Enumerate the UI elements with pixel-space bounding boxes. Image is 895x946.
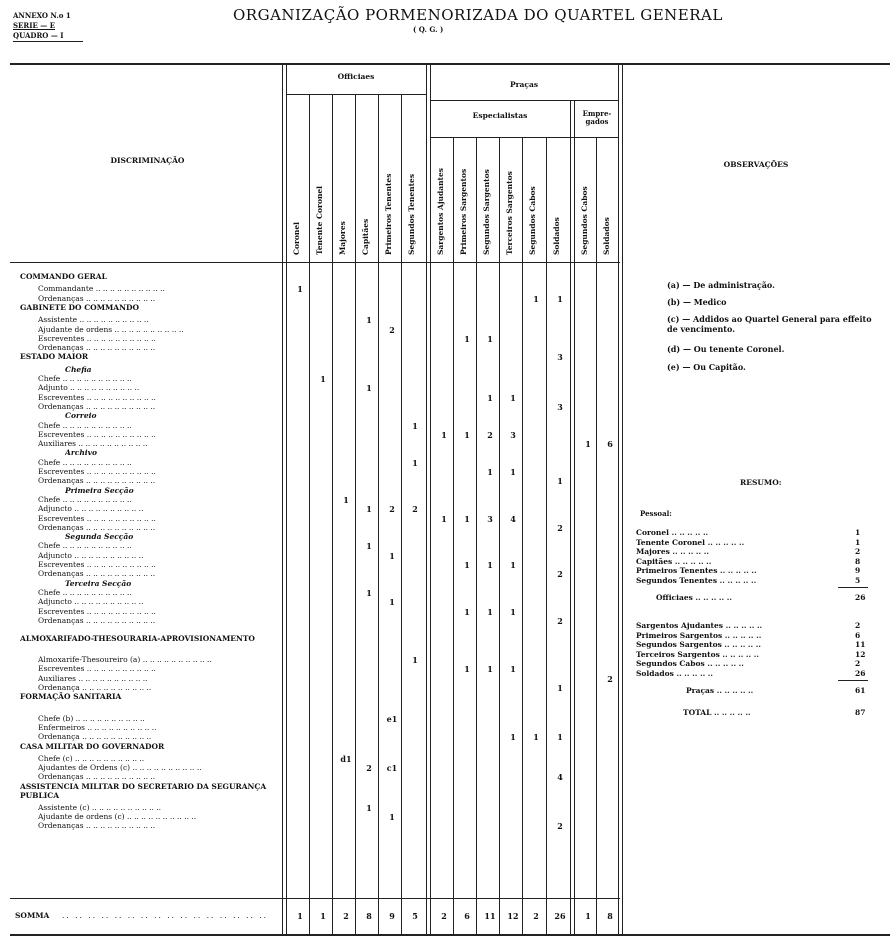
table-row-label: Ajudante de ordens .. .. .. .. .. .. .. .. .. ..	[38, 324, 184, 334]
col-observacoes: OBSERVAÇÕES	[723, 160, 789, 169]
table-cell-value: 1	[510, 732, 516, 743]
annex-label: ANNEXO N.o 1	[13, 11, 71, 20]
col-pracas: Praças	[509, 80, 539, 89]
table-cell-value: 1	[557, 732, 563, 743]
subsection-heading: Terceira Secção	[65, 578, 132, 588]
resumo-value: 9	[855, 566, 861, 575]
section-heading: ASSISTENCIA MILITAR DO SECRETARIO DA SEGURANÇA PUBLICA	[20, 781, 267, 800]
observacao-note: (e) — Ou Capitão.	[667, 362, 746, 372]
table-row-label: Chefe .. .. .. .. .. .. .. .. .. ..	[38, 587, 132, 597]
rank-header: Primeiros Tenentes	[384, 173, 393, 255]
rank-header: Soldados	[552, 217, 561, 255]
table-cell-value: 1	[366, 802, 372, 813]
table-row-label: Ordenança .. .. .. .. .. .. .. .. .. ..	[38, 732, 152, 742]
resumo-label: Sargentos Ajudantes .. .. .. .. ..	[636, 621, 763, 630]
table-cell-value: 1	[389, 550, 395, 561]
resumo-label: Terceiros Sargentos .. .. .. .. ..	[636, 649, 759, 659]
table-row-label: Chefe .. .. .. .. .. .. .. .. .. ..	[38, 374, 132, 383]
table-cell-value: d1	[340, 753, 352, 764]
rank-header: Coronel	[292, 222, 301, 255]
sum-value: 2	[441, 911, 447, 921]
table-cell-value: 3	[557, 401, 563, 412]
table-row-label: Escreventes .. .. .. .. .. .. .. .. .. ..	[38, 513, 156, 523]
resumo-pessoal: Pessoal:	[640, 509, 672, 518]
table-cell-value: 2	[366, 763, 372, 774]
table-cell-value: 1	[487, 392, 493, 403]
section-heading: FORMAÇÃO SANITARIA	[20, 692, 122, 702]
table-cell-value: 1	[557, 683, 563, 693]
table-row-label: Ordenanças .. .. .. .. .. .. .. .. .. ..	[38, 522, 156, 532]
table-row-label: Escreventes .. .. .. .. .. .. .. .. .. ..	[38, 606, 156, 616]
subsection-heading: Segunda Secção	[65, 532, 134, 542]
table-cell-value: 1	[510, 467, 516, 477]
table-cell-value: 1	[366, 587, 372, 598]
rank-header: Capitães	[361, 218, 370, 255]
col-empregados: Empre-gados	[582, 109, 612, 126]
table-cell-value: 1	[366, 504, 372, 515]
table-cell-value: 2	[412, 504, 418, 515]
sum-value: 5	[412, 911, 418, 921]
table-cell-value: 1	[487, 333, 493, 344]
table-cell-value: 1	[412, 655, 418, 666]
resumo-value: 5	[855, 575, 861, 585]
table-row-label: Escreventes .. .. .. .. .. .. .. .. .. ..	[38, 560, 156, 569]
resumo-label: Segundos Cabos .. .. .. .. ..	[636, 659, 744, 668]
table-cell-value: 1	[412, 420, 418, 431]
table-cell-value: 1	[533, 293, 539, 304]
table-row-label: Escreventes .. .. .. .. .. .. .. .. .. ..	[38, 467, 156, 476]
sum-label: SOMMA	[15, 911, 50, 920]
table-row-label: Ordenanças .. .. .. .. .. .. .. .. .. ..	[38, 476, 156, 486]
table-cell-value: 1	[533, 732, 539, 743]
table-row-label: Ordenanças .. .. .. .. .. .. .. .. .. ..	[38, 821, 156, 831]
rank-header: Segundos Sargentos	[482, 169, 491, 255]
sum-value: 8	[366, 911, 372, 921]
table-cell-value: 2	[607, 673, 613, 684]
table-cell-value: 1	[510, 392, 516, 403]
sum-value: 8	[607, 911, 613, 921]
quadro-label: QUADRO — I	[13, 31, 64, 40]
resumo-value: 87	[855, 708, 866, 717]
resumo-label: Segundos Tenentes .. .. .. .. ..	[636, 575, 757, 585]
subsection-heading: Archivo	[65, 448, 97, 458]
table-row-label: Ordenanças .. .. .. .. .. .. .. .. .. ..	[38, 293, 156, 303]
table-row-label: Ordenanças .. .. .. .. .. .. .. .. .. ..	[38, 772, 156, 782]
resumo-value: 12	[855, 649, 866, 659]
sum-value: 1	[297, 911, 303, 921]
table-cell-value: 3	[557, 352, 563, 363]
table-cell-value: 1	[464, 606, 470, 617]
table-cell-value: 2	[557, 569, 563, 580]
table-cell-value: 1	[585, 439, 591, 450]
table-row-label: Assistente (c) .. .. .. .. .. .. .. .. .. ..	[38, 802, 162, 812]
table-cell-value: 6	[607, 439, 613, 450]
sum-value: 12	[507, 911, 519, 921]
table-cell-value: 1	[464, 429, 470, 440]
table-row-label: Commandante .. .. .. .. .. .. .. .. .. ..	[38, 284, 165, 294]
table-cell-value: 1	[510, 664, 516, 675]
section-heading: GABINETE DO COMMANDO	[20, 302, 140, 312]
table-cell-value: 1	[487, 560, 493, 570]
serie-label: SERIE — E	[13, 21, 56, 30]
col-especialistas: Especialistas	[472, 111, 528, 120]
table-cell-value: c1	[386, 763, 398, 774]
rank-header: Segundos Cabos	[528, 186, 537, 255]
rank-header: Sargentos Ajudantes	[436, 168, 445, 255]
table-cell-value: 1	[557, 293, 563, 304]
table-row-label: Chefe .. .. .. .. .. .. .. .. .. ..	[38, 457, 132, 467]
col-officiaes: Officiaes	[337, 72, 375, 81]
resumo-label: Soldados .. .. .. .. ..	[636, 668, 714, 678]
resumo-label: Majores .. .. .. .. ..	[636, 547, 709, 556]
table-row-label: Escreventes .. .. .. .. .. .. .. .. .. ..	[38, 333, 156, 343]
table-row-label: Almoxarife-Thesoureiro (a) .. .. .. .. .. .. .. .. .. ..	[38, 655, 212, 665]
table-cell-value: 1	[412, 457, 418, 468]
subsection-heading: Correio	[65, 411, 97, 421]
table-row-label: Chefe (b) .. .. .. .. .. .. .. .. .. ..	[38, 713, 145, 723]
table-cell-value: 1	[389, 812, 395, 822]
table-row-label: Ajudantes de Ordens (c) .. .. .. .. .. .. .. .. .. ..	[38, 763, 202, 773]
table-cell-value: 1	[464, 664, 470, 675]
table-cell-value: 1	[487, 467, 493, 477]
table-cell-value: 1	[366, 383, 372, 394]
table-cell-value: 1	[487, 606, 493, 617]
table-cell-value: 4	[557, 772, 563, 783]
table-cell-value: 1	[557, 476, 563, 487]
table-row-label: Ordenanças .. .. .. .. .. .. .. .. .. ..	[38, 615, 156, 625]
table-cell-value: 2	[389, 324, 395, 335]
sum-value: 1	[320, 911, 326, 921]
resumo-value: 1	[855, 528, 861, 537]
header-bottom-rule	[10, 262, 620, 263]
sum-value: 2	[533, 911, 539, 921]
resumo-label: Primeiros Sargentos .. .. .. .. ..	[636, 630, 762, 640]
table-cell-value: 1	[464, 333, 470, 344]
resumo-value: 26	[855, 593, 866, 602]
resumo-title: RESUMO:	[740, 478, 782, 487]
resumo-value: 6	[855, 630, 861, 640]
resumo-value: 11	[855, 640, 866, 649]
table-bottom-rule	[10, 934, 890, 936]
sum-value: 26	[554, 911, 566, 921]
table-cell-value: 1	[366, 541, 372, 552]
table-row-label: Chefe .. .. .. .. .. .. .. .. .. ..	[38, 541, 132, 551]
sum-value: 11	[484, 911, 496, 921]
rank-header: Tenente Coronel	[315, 185, 324, 255]
rank-header: Terceiros Sargentos	[505, 171, 514, 255]
observacao-note: (b) — Medico	[667, 297, 727, 307]
rank-header: Majores	[338, 221, 347, 255]
table-cell-value: 1	[441, 513, 447, 524]
table-row-label: Auxiliares .. .. .. .. .. .. .. .. .. ..	[38, 439, 148, 449]
resumo-label: Segundos Sargentos .. .. .. .. ..	[636, 640, 761, 649]
table-cell-value: 2	[557, 522, 563, 533]
table-row-label: Ordenanças .. .. .. .. .. .. .. .. .. ..	[38, 569, 156, 579]
resumo-value: 1	[855, 537, 861, 547]
subsection-heading: Chefia	[65, 364, 92, 374]
table-cell-value: 1	[464, 560, 470, 570]
resumo-value: 26	[855, 668, 866, 678]
table-row-label: Adjuncto .. .. .. .. .. .. .. .. .. ..	[38, 597, 144, 607]
table-cell-value: 1	[320, 374, 326, 384]
table-cell-value: 1	[297, 284, 303, 295]
table-cell-value: 3	[510, 429, 516, 440]
rank-header: Soldados	[602, 217, 611, 255]
table-row-label: Enfermeiros .. .. .. .. .. .. .. .. .. ..	[38, 722, 157, 732]
resumo-label: Praças .. .. .. .. ..	[686, 686, 754, 695]
table-row-label: Chefe (c) .. .. .. .. .. .. .. .. .. ..	[38, 753, 145, 763]
col-discriminacao: DISCRIMINAÇÃO	[110, 156, 185, 165]
rank-header: Segundos Tenentes	[407, 173, 416, 255]
sum-dots: .. .. .. .. .. .. .. .. .. .. .. .. .. .. .. ..	[62, 911, 269, 920]
page-subtitle: ( Q. G. )	[413, 25, 444, 34]
table-row-label: Adjunto .. .. .. .. .. .. .. .. .. ..	[38, 383, 140, 393]
resumo-value: 61	[855, 686, 866, 695]
rank-header: Segundos Cabos	[580, 186, 589, 255]
subsection-heading: Primeira Secção	[65, 485, 134, 495]
table-cell-value: 1	[366, 315, 372, 326]
table-row-label: Ordenanças .. .. .. .. .. .. .. .. .. ..	[38, 343, 156, 353]
resumo-label: Officiaes .. .. .. .. ..	[656, 593, 732, 602]
table-cell-value: 4	[510, 513, 516, 524]
sum-value: 1	[585, 911, 591, 921]
resumo-label: TOTAL .. .. .. .. ..	[683, 708, 751, 717]
table-row-label: Escreventes .. .. .. .. .. .. .. .. .. ..	[38, 392, 156, 402]
table-row-label: Ordenança .. .. .. .. .. .. .. .. .. ..	[38, 683, 152, 692]
table-cell-value: 3	[487, 513, 493, 524]
table-row-label: Assistente .. .. .. .. .. .. .. .. .. ..	[38, 315, 149, 325]
table-cell-value: 1	[510, 606, 516, 617]
table-cell-value: 2	[557, 615, 563, 626]
observacao-note: (c) — Addidos ao Quartel General para effeito de vencimento.	[667, 314, 872, 334]
table-cell-value: 2	[389, 504, 395, 515]
resumo-value: 8	[855, 556, 861, 566]
table-cell-value: 1	[487, 664, 493, 675]
table-row-label: Auxiliares .. .. .. .. .. .. .. .. .. ..	[38, 673, 148, 683]
observacao-note: (d) — Ou tenente Coronel.	[667, 344, 785, 354]
table-cell-value: 1	[441, 429, 447, 440]
table-cell-value: 2	[557, 821, 563, 832]
section-heading: COMMANDO GERAL	[20, 272, 107, 281]
table-top-rule	[10, 63, 890, 65]
sum-value: 2	[343, 911, 349, 921]
table-row-label: Ajudante de ordens (c) .. .. .. .. .. .. .. .. .. ..	[38, 812, 197, 821]
table-row-label: Adjuncto .. .. .. .. .. .. .. .. .. ..	[38, 504, 144, 514]
table-cell-value: e1	[386, 713, 398, 724]
observacao-note: (a) — De administração.	[667, 280, 775, 290]
section-heading: CASA MILITAR DO GOVERNADOR	[20, 741, 165, 751]
resumo-label: Coronel .. .. .. .. ..	[636, 528, 709, 537]
table-cell-value: 1	[510, 560, 516, 570]
page-title: ORGANIZAÇÃO PORMENORIZADA DO QUARTEL GENERAL	[233, 6, 723, 24]
sum-top-rule	[10, 898, 620, 899]
table-row-label: Ordenanças .. .. .. .. .. .. .. .. .. ..	[38, 401, 156, 411]
table-cell-value: 2	[487, 429, 493, 440]
resumo-value: 2	[855, 547, 861, 556]
resumo-label: Primeiros Tenentes .. .. .. .. ..	[636, 566, 757, 575]
table-row-label: Adjuncto .. .. .. .. .. .. .. .. .. ..	[38, 550, 144, 560]
resumo-value: 2	[855, 659, 861, 668]
table-row-label: Chefe .. .. .. .. .. .. .. .. .. ..	[38, 494, 132, 504]
resumo-label: Tenente Coronel .. .. .. .. ..	[636, 537, 745, 547]
table-row-label: Escreventes .. .. .. .. .. .. .. .. .. ..	[38, 429, 156, 439]
table-cell-value: 1	[389, 597, 395, 608]
sum-value: 9	[389, 911, 395, 921]
sum-value: 6	[464, 911, 470, 921]
table-row-label: Escreventes .. .. .. .. .. .. .. .. .. ..	[38, 664, 156, 674]
table-cell-value: 1	[343, 494, 349, 505]
table-cell-value: 1	[464, 513, 470, 524]
table-row-label: Chefe .. .. .. .. .. .. .. .. .. ..	[38, 420, 132, 430]
section-heading: ALMOXARIFADO-THESOURARIA-APROVISIONAMENTO	[20, 634, 255, 644]
resumo-value: 2	[855, 621, 861, 630]
rank-header: Primeiros Sargentos	[459, 168, 468, 255]
resumo-label: Capitães .. .. .. .. ..	[636, 556, 712, 566]
section-heading: ESTADO MAIOR	[20, 352, 89, 362]
